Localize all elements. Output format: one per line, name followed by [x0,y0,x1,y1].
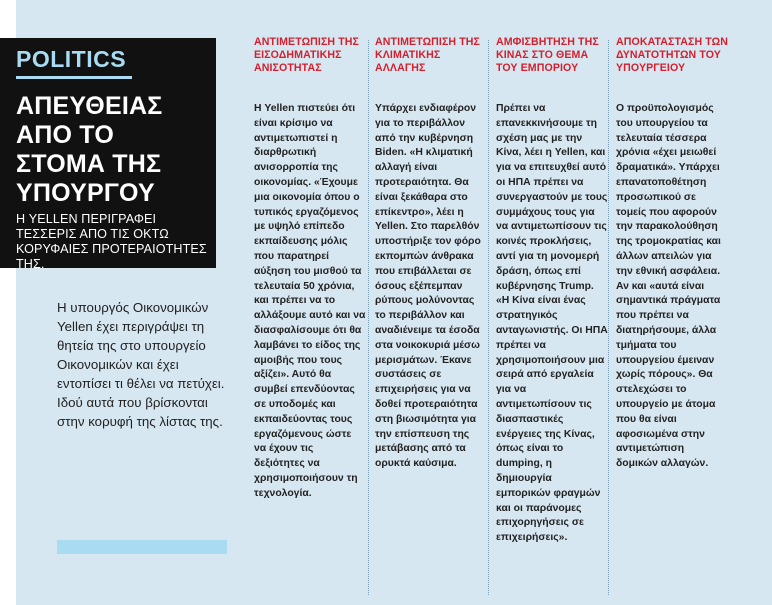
section-tag: POLITICS [16,46,127,72]
column-body: Πρέπει να επανεκκινήσουμε τη σχέση μας με την Κίνα, λέει η Yellen, και για να επιτευχθεί αυτό οι ΗΠΑ πρέπει να συνεργαστούν με τους συμμάχους τους για να αντιμετωπίσουν τις κοινές προκλήσεις, αντί για τη μονομερή δράση, όπως επί κυβέρνησης Trump. «Η Κίνα είναι ένας στρατηγικός ανταγωνιστής. Οι ΗΠΑ πρέπει να χρησιμοποιήσουν μια σειρά από εργαλεία για να αντιμετωπίσουν τις διασπαστικές ενέργειες της Κίνας, όπως είναι το dumping, η δημιουργία εμπορικών φραγμών και οι παράνομες επιχορηγήσεις σε επιχειρήσεις». [496,103,608,544]
column-divider [368,40,369,595]
section-tag-underline [16,76,132,79]
headline: ΑΠΕΥΘΕΙΑΣ ΑΠΟ ΤΟ ΣΤΟΜΑ ΤΗΣ ΥΠΟΥΡΓΟΥ [16,92,163,207]
column-body: Υπάρχει ενδιαφέρον για το περιβάλλον από την κυβέρνηση Biden. «Η κλιματική αλλαγή είναι προτεραιότητα. Θα είναι ξεκάθαρα στο επίκεντρο», λέει η Yellen. Στο παρελθόν υποστήριξε τον φόρο εκπομπών άνθρακα που επιβάλλεται σε όσους εξέπεμπαν ρύπους μολύνοντας το περιβάλλον και αναδιένειμε τα έσοδα στα νοικοκυριά μέσω μερισμάτων. Έκανε συστάσεις σε επιχειρήσεις για να δοθεί προτεραιότητα στη βιωσιμότητα για την επίσπευση της μετάβασης από τα ορυκτά καύσιμα. [375,103,481,470]
column-income-inequality [254,36,366,502]
column-china-trade [496,36,608,546]
column-restore-capacity [616,36,728,472]
column-climate-change [375,36,487,472]
column-title: ΑΝΤΙΜΕΤΩΠΙΣΗ ΤΗΣ ΚΛΙΜΑΤΙΚΗΣ ΑΛΛΑΓΗΣ [375,36,481,74]
column-title: ΑΜΦΙΣΒΗΤΗΣΗ ΤΗΣ ΚΙΝΑΣ ΣΤΟ ΘΕΜΑ ΤΟΥ ΕΜΠΟΡΙΟΥ [496,36,599,74]
column-divider [608,40,609,595]
intro-paragraph: Η υπουργός Οικονομικών Yellen έχει περιγράψει τη θητεία της στο υπουργείο Οικονομικών και έχει εντοπίσει τι θέλει να πετύχει. Ιδού αυτά που βρίσκονται στην κορυφή της λίστας της. [57,300,225,429]
column-title: ΑΠΟΚΑΤΑΣΤΑΣΗ ΤΩΝ ΔΥΝΑΤΟΤΗΤΩΝ ΤΟΥ ΥΠΟΥΡΓΕΙΟΥ [616,36,728,74]
column-body: Ο προϋπολογισμός του υπουργείου τα τελευταία τέσσερα χρόνια «έχει μειωθεί δραματικά». Υπάρχει επανατοποθέτηση προσωπικού σε τομείς που αφορούν την παρακολούθηση της τρομοκρατίας και άλλων απειλών για την εθνική ασφάλεια. Αν και «αυτά είναι σημαντικά πράγματα που πρέπει να διατηρήσουμε, άλλα τμήματα του υπουργείου έμειναν χωρίς πόρους». Θα στελεχώσει το υπουργείο με άτομα που θα είναι αφοσιωμένα στην αντιμετώπιση δομικών αλλαγών. [616,103,721,470]
accent-bar [57,540,227,554]
column-body: Η Yellen πιστεύει ότι είναι κρίσιμο να αντιμετωπιστεί η διαρθρωτική ανισορροπία της οικονομίας. «Έχουμε μια οικονομία όπου ο τυπικός εργαζόμενος με υψηλό επίπεδο εκπαίδευσης μόλις που παρατηρεί αύξηση του μισθού τα τελευταία 50 χρόνια, και πρέπει να το αλλάξουμε αυτό και να διασφαλίσουμε ότι θα λαμβάνει το είδος της αμοιβής που τους αξίζει». Αυτό θα συμβεί επενδύοντας σε υποδομές και εκπαιδεύοντας τους εργαζόμενους ώστε να έχουν τις δεξιότητες να χρησιμοποιήσουν τη τεχνολογία. [254,103,366,499]
column-title: ΑΝΤΙΜΕΤΩΠΙΣΗ ΤΗΣ ΕΙΣΟΔΗΜΑΤΙΚΗΣ ΑΝΙΣΟΤΗΤΑΣ [254,36,360,74]
subheadline: Η YELLEN ΠΕΡΙΓΡΑΦΕΙ ΤΕΣΣΕΡΙΣ ΑΠΟ ΤΙΣ ΟΚΤΩ ΚΟΡΥΦΑΙΕΣ ΠΡΟΤΕΡΑΙΟΤΗΤΕΣ ΤΗΣ. [16,212,207,271]
column-divider [488,40,489,595]
